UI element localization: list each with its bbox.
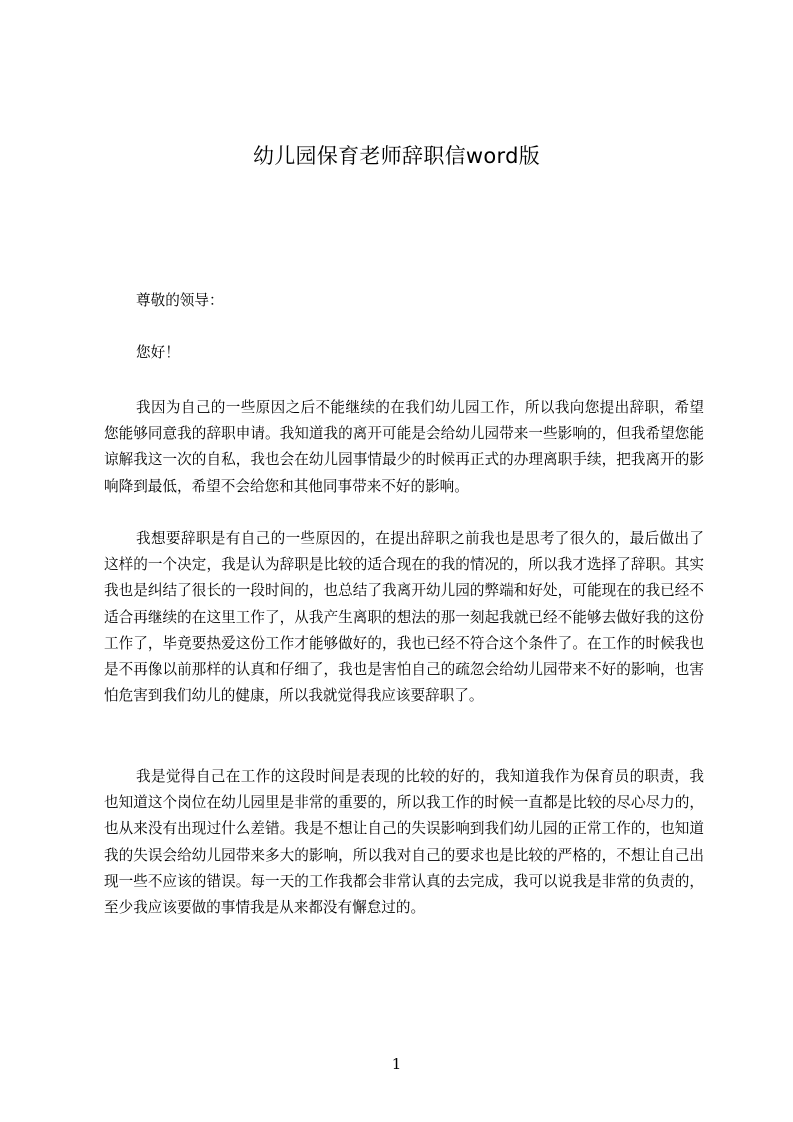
body-paragraph-1: 我因为自己的一些原因之后不能继续的在我们幼儿园工作，所以我向您提出辞职，希望您能够同意我的辞职申请。我知道我的离开可能是会给幼儿园带来一些影响的，但我希望您能谅解我这一次的自私，我也会在幼儿园事情最少的时候再正式的办理离职手续，把我离开的影响降到最低，希望不会给您和其他同事带来不好的影响。 [104,399,704,495]
page-number: 1 [391,1055,402,1073]
body-paragraph-3: 我是觉得自己在工作的这段时间是表现的比较的好的，我知道我作为保育员的职责，我也知道这个岗位在幼儿园里是非常的重要的，所以我工作的时候一直都是比较的尽心尽力的，也从来没有出现过什么差错。我是不想让自己的失误影响到我们幼儿园的正常工作的，也知道我的失误会给幼儿园带来多大的影响，所以我对自己的要求也是比较的严格的，不想让自己出现一些不应该的错误。每一天的工作我都会非常认真的去完成，我可以说我是非常的负责的，至少我应该要做的事情我是从来都没有懈怠过的。 [104,768,704,917]
body-paragraph-2: 我想要辞职是有自己的一些原因的，在提出辞职之前我也是思考了很久的，最后做出了这样的一个决定，我是认为辞职是比较的适合现在的我的情况的，所以我才选择了辞职。其实我也是纠结了很长的一段时间的，也总结了我离开幼儿园的弊端和好处，可能现在的我已经不适合再继续的在这里工作了，从我产生离职的想法的那一刻起我就已经不能够去做好我的这份工作了，毕竟要热爱这份工作才能够做好的，我也已经不符合这个条件了。在工作的时候我也是不再像以前那样的认真和仔细了，我也是害怕自己的疏忽会给幼儿园带来不好的影响，也害怕危害到我们幼儿的健康，所以我就觉得我应该要辞职了。 [104,530,704,705]
document-title: 幼儿园保育老师辞职信word版 [252,144,541,168]
salutation: 尊敬的领导： [136,292,224,309]
greeting: 您好！ [136,344,180,361]
